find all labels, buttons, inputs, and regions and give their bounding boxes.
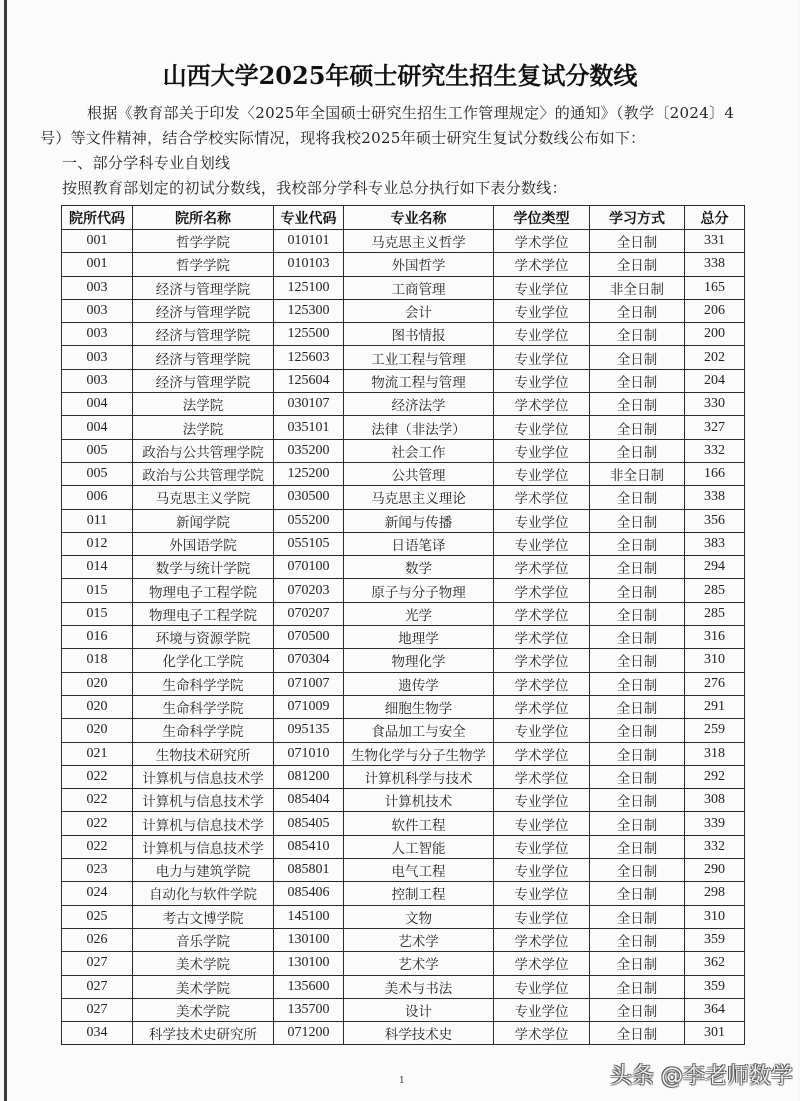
cell-degree-type: 专业学位 [494,346,590,369]
cell-college-code: 004 [62,393,133,416]
table-row [62,812,745,835]
header-major-code: 专业代码 [274,206,344,230]
cell-major-name: 物流工程与管理 [344,369,494,392]
cell-college-code: 022 [62,765,133,788]
cell-major-code: 130100 [274,952,344,975]
cell-major-code: 081200 [274,765,344,788]
table-row [62,253,745,276]
table-row [62,532,745,555]
cell-college-name: 法学院 [133,416,274,439]
cell-college-name: 物理电子工程学院 [133,602,274,625]
cell-college-code: 022 [62,835,133,858]
table-row [62,672,745,695]
cell-college-name: 科学技术史研究所 [133,1022,274,1045]
cell-major-code: 010101 [274,230,344,253]
cell-college-code: 023 [62,859,133,882]
cell-study-mode: 全日制 [590,230,685,253]
cell-degree-type: 专业学位 [494,439,590,462]
cell-major-code: 125300 [274,299,344,322]
cell-total-score: 316 [685,626,745,649]
table-row [62,719,745,742]
table-row [62,323,745,346]
cell-degree-type: 专业学位 [494,905,590,928]
cell-total-score: 285 [685,579,745,602]
cell-major-code: 135600 [274,975,344,998]
cell-college-code: 003 [62,323,133,346]
cell-degree-type: 学术学位 [494,253,590,276]
cell-major-code: 125604 [274,369,344,392]
cell-major-name: 日语笔译 [344,532,494,555]
cell-college-name: 计算机与信息技术学 [133,812,274,835]
table-row [62,509,745,532]
cell-total-score: 338 [685,486,745,509]
cell-degree-type: 学术学位 [494,393,590,416]
cell-study-mode: 全日制 [590,346,685,369]
cell-major-name: 会计 [344,299,494,322]
table-row [62,626,745,649]
cell-major-name: 人工智能 [344,835,494,858]
table-row [62,1022,745,1045]
cell-degree-type: 学术学位 [494,556,590,579]
cell-major-code: 035101 [274,416,344,439]
cell-major-name: 美术与书法 [344,975,494,998]
cell-total-score: 364 [685,998,745,1021]
cell-study-mode: 全日制 [590,859,685,882]
table-row [62,416,745,439]
document-title: 山西大学2025年硕士研究生招生复试分数线 [162,61,638,90]
cell-college-code: 005 [62,462,133,485]
cell-major-name: 工业工程与管理 [344,346,494,369]
table-row [62,462,745,485]
table-row [62,393,745,416]
cell-study-mode: 全日制 [590,882,685,905]
cell-major-name: 生物化学与分子生物学 [344,742,494,765]
cell-study-mode: 全日制 [590,299,685,322]
cell-college-name: 经济与管理学院 [133,323,274,346]
cell-study-mode: 全日制 [590,253,685,276]
cell-major-code: 085404 [274,789,344,812]
cell-major-name: 社会工作 [344,439,494,462]
cell-college-name: 经济与管理学院 [133,369,274,392]
cell-college-code: 012 [62,532,133,555]
cell-major-name: 地理学 [344,626,494,649]
cell-total-score: 292 [685,765,745,788]
cell-major-name: 经济法学 [344,393,494,416]
cell-college-name: 物理电子工程学院 [133,579,274,602]
cell-total-score: 166 [685,462,745,485]
cell-college-code: 003 [62,346,133,369]
cell-major-code: 125100 [274,276,344,299]
table-row [62,695,745,718]
cell-college-name: 生物技术研究所 [133,742,274,765]
cell-college-name: 音乐学院 [133,928,274,951]
cell-college-name: 经济与管理学院 [133,346,274,369]
watermark: 头条 @李老师数学 [610,1064,793,1089]
cell-total-score: 290 [685,859,745,882]
cell-degree-type: 专业学位 [494,835,590,858]
cell-total-score: 204 [685,369,745,392]
cell-college-name: 经济与管理学院 [133,276,274,299]
cell-degree-type: 专业学位 [494,323,590,346]
cell-college-name: 新闻学院 [133,509,274,532]
cell-total-score: 202 [685,346,745,369]
cell-total-score: 362 [685,952,745,975]
cell-college-name: 外国语学院 [133,532,274,555]
cell-major-name: 马克思主义哲学 [344,230,494,253]
cell-degree-type: 学术学位 [494,649,590,672]
cell-major-code: 055105 [274,532,344,555]
cell-major-name: 法律（非法学） [344,416,494,439]
intro-paragraph-line-2: 号）等文件精神，结合学校实际情况，现将我校2025年硕士研究生复试分数线公布如下： [40,129,646,147]
cell-study-mode: 全日制 [590,905,685,928]
cell-total-score: 359 [685,975,745,998]
cell-college-code: 021 [62,742,133,765]
cell-major-name: 电气工程 [344,859,494,882]
cell-major-code: 085801 [274,859,344,882]
table-header-row [62,206,745,230]
cell-degree-type: 学术学位 [494,695,590,718]
cell-major-name: 食品加工与安全 [344,719,494,742]
cell-study-mode: 非全日制 [590,462,685,485]
cell-total-score: 308 [685,789,745,812]
cell-college-name: 计算机与信息技术学 [133,765,274,788]
cell-degree-type: 专业学位 [494,998,590,1021]
cell-college-code: 006 [62,486,133,509]
cell-total-score: 331 [685,230,745,253]
cell-degree-type: 学术学位 [494,672,590,695]
cell-college-code: 003 [62,299,133,322]
cell-study-mode: 全日制 [590,626,685,649]
cell-major-code: 071007 [274,672,344,695]
cell-study-mode: 全日制 [590,649,685,672]
table-row [62,579,745,602]
cell-degree-type: 专业学位 [494,719,590,742]
cell-degree-type: 专业学位 [494,299,590,322]
cell-college-code: 027 [62,998,133,1021]
cell-college-code: 022 [62,812,133,835]
table-row [62,882,745,905]
cell-college-code: 011 [62,509,133,532]
table-row [62,439,745,462]
cell-major-code: 071200 [274,1022,344,1045]
cell-study-mode: 全日制 [590,486,685,509]
cell-degree-type: 专业学位 [494,416,590,439]
cell-major-name: 光学 [344,602,494,625]
header-college-code: 院所代码 [62,206,133,230]
cell-major-code: 070304 [274,649,344,672]
header-degree-type: 学位类型 [494,206,590,230]
cell-college-name: 化学化工学院 [133,649,274,672]
header-college-name: 院所名称 [133,206,274,230]
cell-major-name: 计算机科学与技术 [344,765,494,788]
table-row [62,975,745,998]
cell-major-name: 软件工程 [344,812,494,835]
cell-study-mode: 全日制 [590,672,685,695]
cell-college-name: 哲学学院 [133,230,274,253]
table-row [62,299,745,322]
header-study-mode: 学习方式 [590,206,685,230]
cell-degree-type: 学术学位 [494,579,590,602]
cell-major-code: 010103 [274,253,344,276]
cell-major-name: 公共管理 [344,462,494,485]
cell-degree-type: 专业学位 [494,462,590,485]
cell-major-code: 070207 [274,602,344,625]
cell-total-score: 310 [685,905,745,928]
cell-major-code: 125200 [274,462,344,485]
cell-study-mode: 全日制 [590,393,685,416]
table-row [62,742,745,765]
table-row [62,486,745,509]
cell-college-name: 哲学学院 [133,253,274,276]
cell-degree-type: 专业学位 [494,789,590,812]
cell-major-name: 设计 [344,998,494,1021]
cell-major-name: 控制工程 [344,882,494,905]
cell-major-code: 095135 [274,719,344,742]
cell-major-name: 遗传学 [344,672,494,695]
cell-major-name: 数学 [344,556,494,579]
table-row [62,928,745,951]
cell-college-code: 020 [62,672,133,695]
table-row [62,765,745,788]
cell-study-mode: 全日制 [590,416,685,439]
cell-college-name: 法学院 [133,393,274,416]
table-row [62,346,745,369]
cell-major-name: 物理化学 [344,649,494,672]
table-row [62,789,745,812]
cell-major-code: 030107 [274,393,344,416]
cell-major-code: 070203 [274,579,344,602]
cell-major-code: 135700 [274,998,344,1021]
cell-degree-type: 学术学位 [494,928,590,951]
cell-college-name: 环境与资源学院 [133,626,274,649]
cell-study-mode: 全日制 [590,928,685,951]
cell-degree-type: 专业学位 [494,369,590,392]
cell-study-mode: 全日制 [590,579,685,602]
cell-total-score: 318 [685,742,745,765]
cell-study-mode: 全日制 [590,1022,685,1045]
cell-college-code: 027 [62,975,133,998]
cell-study-mode: 全日制 [590,532,685,555]
cell-college-code: 014 [62,556,133,579]
cell-college-name: 美术学院 [133,952,274,975]
cell-college-name: 电力与建筑学院 [133,859,274,882]
cell-study-mode: 全日制 [590,439,685,462]
cell-study-mode: 全日制 [590,789,685,812]
cell-study-mode: 全日制 [590,602,685,625]
table-row [62,369,745,392]
cell-study-mode: 全日制 [590,952,685,975]
cell-major-code: 055200 [274,509,344,532]
cell-degree-type: 专业学位 [494,532,590,555]
cell-major-code: 085410 [274,835,344,858]
cell-total-score: 276 [685,672,745,695]
cell-college-code: 018 [62,649,133,672]
cell-college-code: 022 [62,789,133,812]
cell-total-score: 165 [685,276,745,299]
cell-major-name: 细胞生物学 [344,695,494,718]
cell-college-code: 020 [62,719,133,742]
cell-major-code: 071010 [274,742,344,765]
cell-major-code: 035200 [274,439,344,462]
page-number: 1 [399,1076,405,1086]
intro-paragraph-line-1: 根据《教育部关于印发〈2025年全国硕士研究生招生工作管理规定〉的通知》（教学〔2024〕4 [87,104,735,122]
cell-major-name: 文物 [344,905,494,928]
cell-study-mode: 全日制 [590,719,685,742]
cell-total-score: 327 [685,416,745,439]
cell-study-mode: 全日制 [590,975,685,998]
table-row [62,649,745,672]
cell-study-mode: 全日制 [590,369,685,392]
cell-college-name: 政治与公共管理学院 [133,462,274,485]
cell-total-score: 330 [685,393,745,416]
table-body [62,230,745,1045]
cell-major-name: 科学技术史 [344,1022,494,1045]
cell-major-code: 085406 [274,882,344,905]
cell-major-code: 130100 [274,928,344,951]
cell-college-code: 015 [62,579,133,602]
section-heading: 一、部分学科专业自划线 [62,154,231,172]
table-row [62,859,745,882]
cell-total-score: 310 [685,649,745,672]
cell-college-code: 016 [62,626,133,649]
cell-college-name: 生命科学学院 [133,672,274,695]
cell-college-name: 美术学院 [133,975,274,998]
cell-degree-type: 学术学位 [494,626,590,649]
cell-total-score: 285 [685,602,745,625]
cell-college-name: 生命科学学院 [133,695,274,718]
table-row [62,998,745,1021]
cell-college-name: 经济与管理学院 [133,299,274,322]
cell-college-name: 计算机与信息技术学 [133,789,274,812]
table-row [62,602,745,625]
cell-total-score: 359 [685,928,745,951]
cell-college-code: 015 [62,602,133,625]
cell-degree-type: 专业学位 [494,975,590,998]
section-intro: 按照教育部划定的初试分数线，我校部分学科专业总分执行如下表分数线： [62,179,567,197]
cell-major-code: 145100 [274,905,344,928]
cell-major-name: 工商管理 [344,276,494,299]
cell-degree-type: 学术学位 [494,1022,590,1045]
cell-total-score: 206 [685,299,745,322]
cell-total-score: 332 [685,835,745,858]
cell-study-mode: 全日制 [590,765,685,788]
cell-study-mode: 全日制 [590,835,685,858]
cell-college-name: 政治与公共管理学院 [133,439,274,462]
cell-college-code: 001 [62,253,133,276]
cell-college-code: 027 [62,952,133,975]
cell-major-name: 马克思主义理论 [344,486,494,509]
cell-major-name: 新闻与传播 [344,509,494,532]
cell-degree-type: 专业学位 [494,882,590,905]
cell-total-score: 259 [685,719,745,742]
cell-college-name: 生命科学学院 [133,719,274,742]
cell-degree-type: 学术学位 [494,602,590,625]
cell-college-name: 马克思主义学院 [133,486,274,509]
table-row [62,835,745,858]
cell-major-name: 原子与分子物理 [344,579,494,602]
header-major-name: 专业名称 [344,206,494,230]
cell-major-name: 艺术学 [344,928,494,951]
cell-college-code: 003 [62,276,133,299]
cell-college-code: 025 [62,905,133,928]
cell-major-code: 070500 [274,626,344,649]
cell-degree-type: 专业学位 [494,812,590,835]
cell-college-code: 003 [62,369,133,392]
cell-study-mode: 全日制 [590,695,685,718]
cell-degree-type: 专业学位 [494,509,590,532]
cell-study-mode: 全日制 [590,556,685,579]
cell-total-score: 301 [685,1022,745,1045]
cell-major-code: 030500 [274,486,344,509]
cell-degree-type: 专业学位 [494,276,590,299]
cell-college-name: 自动化与软件学院 [133,882,274,905]
table-row [62,230,745,253]
cell-degree-type: 专业学位 [494,859,590,882]
cell-total-score: 356 [685,509,745,532]
cell-major-name: 图书情报 [344,323,494,346]
cell-college-code: 020 [62,695,133,718]
cell-major-name: 计算机技术 [344,789,494,812]
cell-college-name: 数学与统计学院 [133,556,274,579]
table-row [62,556,745,579]
cell-college-code: 026 [62,928,133,951]
cell-study-mode: 全日制 [590,742,685,765]
cell-study-mode: 全日制 [590,998,685,1021]
cell-degree-type: 学术学位 [494,486,590,509]
cell-college-code: 001 [62,230,133,253]
cell-college-code: 034 [62,1022,133,1045]
cell-major-name: 外国哲学 [344,253,494,276]
cell-college-name: 计算机与信息技术学 [133,835,274,858]
cell-degree-type: 学术学位 [494,765,590,788]
cell-college-code: 024 [62,882,133,905]
cell-total-score: 298 [685,882,745,905]
cell-total-score: 291 [685,695,745,718]
table-row [62,276,745,299]
cell-degree-type: 学术学位 [494,742,590,765]
cell-study-mode: 全日制 [590,812,685,835]
cell-degree-type: 学术学位 [494,952,590,975]
cell-major-name: 艺术学 [344,952,494,975]
cell-degree-type: 学术学位 [494,230,590,253]
header-total-score: 总分 [685,206,745,230]
table-row [62,952,745,975]
cell-study-mode: 非全日制 [590,276,685,299]
cell-major-code: 071009 [274,695,344,718]
cell-major-code: 070100 [274,556,344,579]
cell-study-mode: 全日制 [590,323,685,346]
cell-college-code: 004 [62,416,133,439]
cell-college-name: 美术学院 [133,998,274,1021]
cell-college-code: 005 [62,439,133,462]
cell-total-score: 383 [685,532,745,555]
cell-major-code: 085405 [274,812,344,835]
cell-total-score: 332 [685,439,745,462]
table-row [62,905,745,928]
cell-major-code: 125500 [274,323,344,346]
cell-total-score: 339 [685,812,745,835]
cell-total-score: 338 [685,253,745,276]
cell-total-score: 200 [685,323,745,346]
score-table [61,205,745,1045]
cell-college-name: 考古文博学院 [133,905,274,928]
cell-major-code: 125603 [274,346,344,369]
cell-study-mode: 全日制 [590,509,685,532]
cell-total-score: 294 [685,556,745,579]
